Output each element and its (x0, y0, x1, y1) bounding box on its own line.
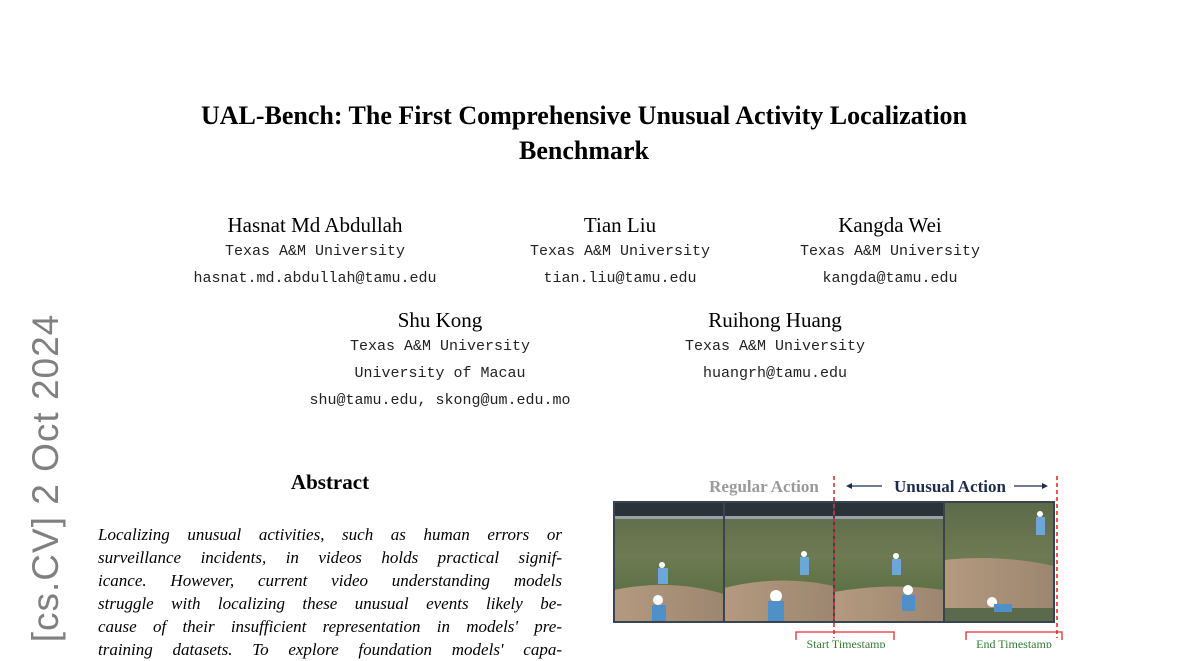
abstract-body (98, 523, 562, 661)
author-name: Tian Liu (583, 213, 657, 237)
author-name: Shu Kong (397, 308, 483, 332)
author-email[interactable]: kangda@tamu.edu (822, 270, 958, 287)
author-email[interactable]: huangrh@tamu.edu (702, 365, 848, 382)
author-affiliation-2: University of Macau (354, 365, 526, 382)
unusual-action-label: Unusual Action (894, 477, 1006, 496)
author-affiliation: Texas A&M University (684, 338, 866, 355)
title-line-2: Benchmark (519, 136, 649, 165)
video-frame-3 (834, 502, 944, 622)
abstract-heading: Abstract (290, 470, 370, 494)
author-email[interactable]: hasnat.md.abdullah@tamu.edu (193, 270, 437, 287)
video-frame-4 (944, 502, 1054, 622)
author-name: Hasnat Md Abdullah (227, 213, 403, 237)
abstract-line: Localizing unusual activities, such as human errors or (98, 525, 562, 544)
title-line-1: UAL-Bench: The First Comprehensive Unusual Activity Localization (200, 101, 968, 130)
author-block-2 (500, 212, 740, 292)
author-email[interactable]: shu@tamu.edu, skong@um.edu.mo (309, 392, 571, 409)
teaser-figure-svg (610, 470, 1070, 648)
author-affiliation: Texas A&M University (349, 338, 531, 355)
author-block-1 (155, 212, 475, 292)
author-affiliation: Texas A&M University (529, 243, 711, 260)
video-frame-1 (614, 502, 724, 622)
author-block-3 (770, 212, 1010, 292)
abstract-line: training datasets. To explore foundation models' capa- (98, 640, 562, 659)
author-affiliation: Texas A&M University (799, 243, 981, 260)
paper-title (0, 98, 1168, 168)
start-timestamp-label: Start Timestamp (806, 637, 886, 648)
regular-action-label: Regular Action (709, 477, 819, 496)
arxiv-stamp (20, 313, 72, 643)
end-timestamp-label: End Timestamp (976, 637, 1052, 648)
author-name: Ruihong Huang (708, 308, 842, 332)
abstract-line: cause of their insufficient representation in models' pre- (98, 617, 562, 636)
video-frame-2 (724, 502, 834, 622)
author-affiliation: Texas A&M University (224, 243, 406, 260)
arxiv-stamp-text: [cs.CV] 2 Oct 2024 (25, 313, 66, 643)
author-block-4 (270, 307, 610, 414)
abstract-line: surveillance incidents, in videos holds practical signif- (98, 548, 562, 567)
teaser-figure (610, 470, 1070, 648)
author-block-5 (655, 307, 895, 387)
abstract-line: icance. However, current video understanding models (98, 571, 562, 590)
abstract-line: struggle with localizing these unusual events likely be- (98, 594, 562, 613)
author-name: Kangda Wei (838, 213, 942, 237)
author-email[interactable]: tian.liu@tamu.edu (543, 270, 697, 287)
